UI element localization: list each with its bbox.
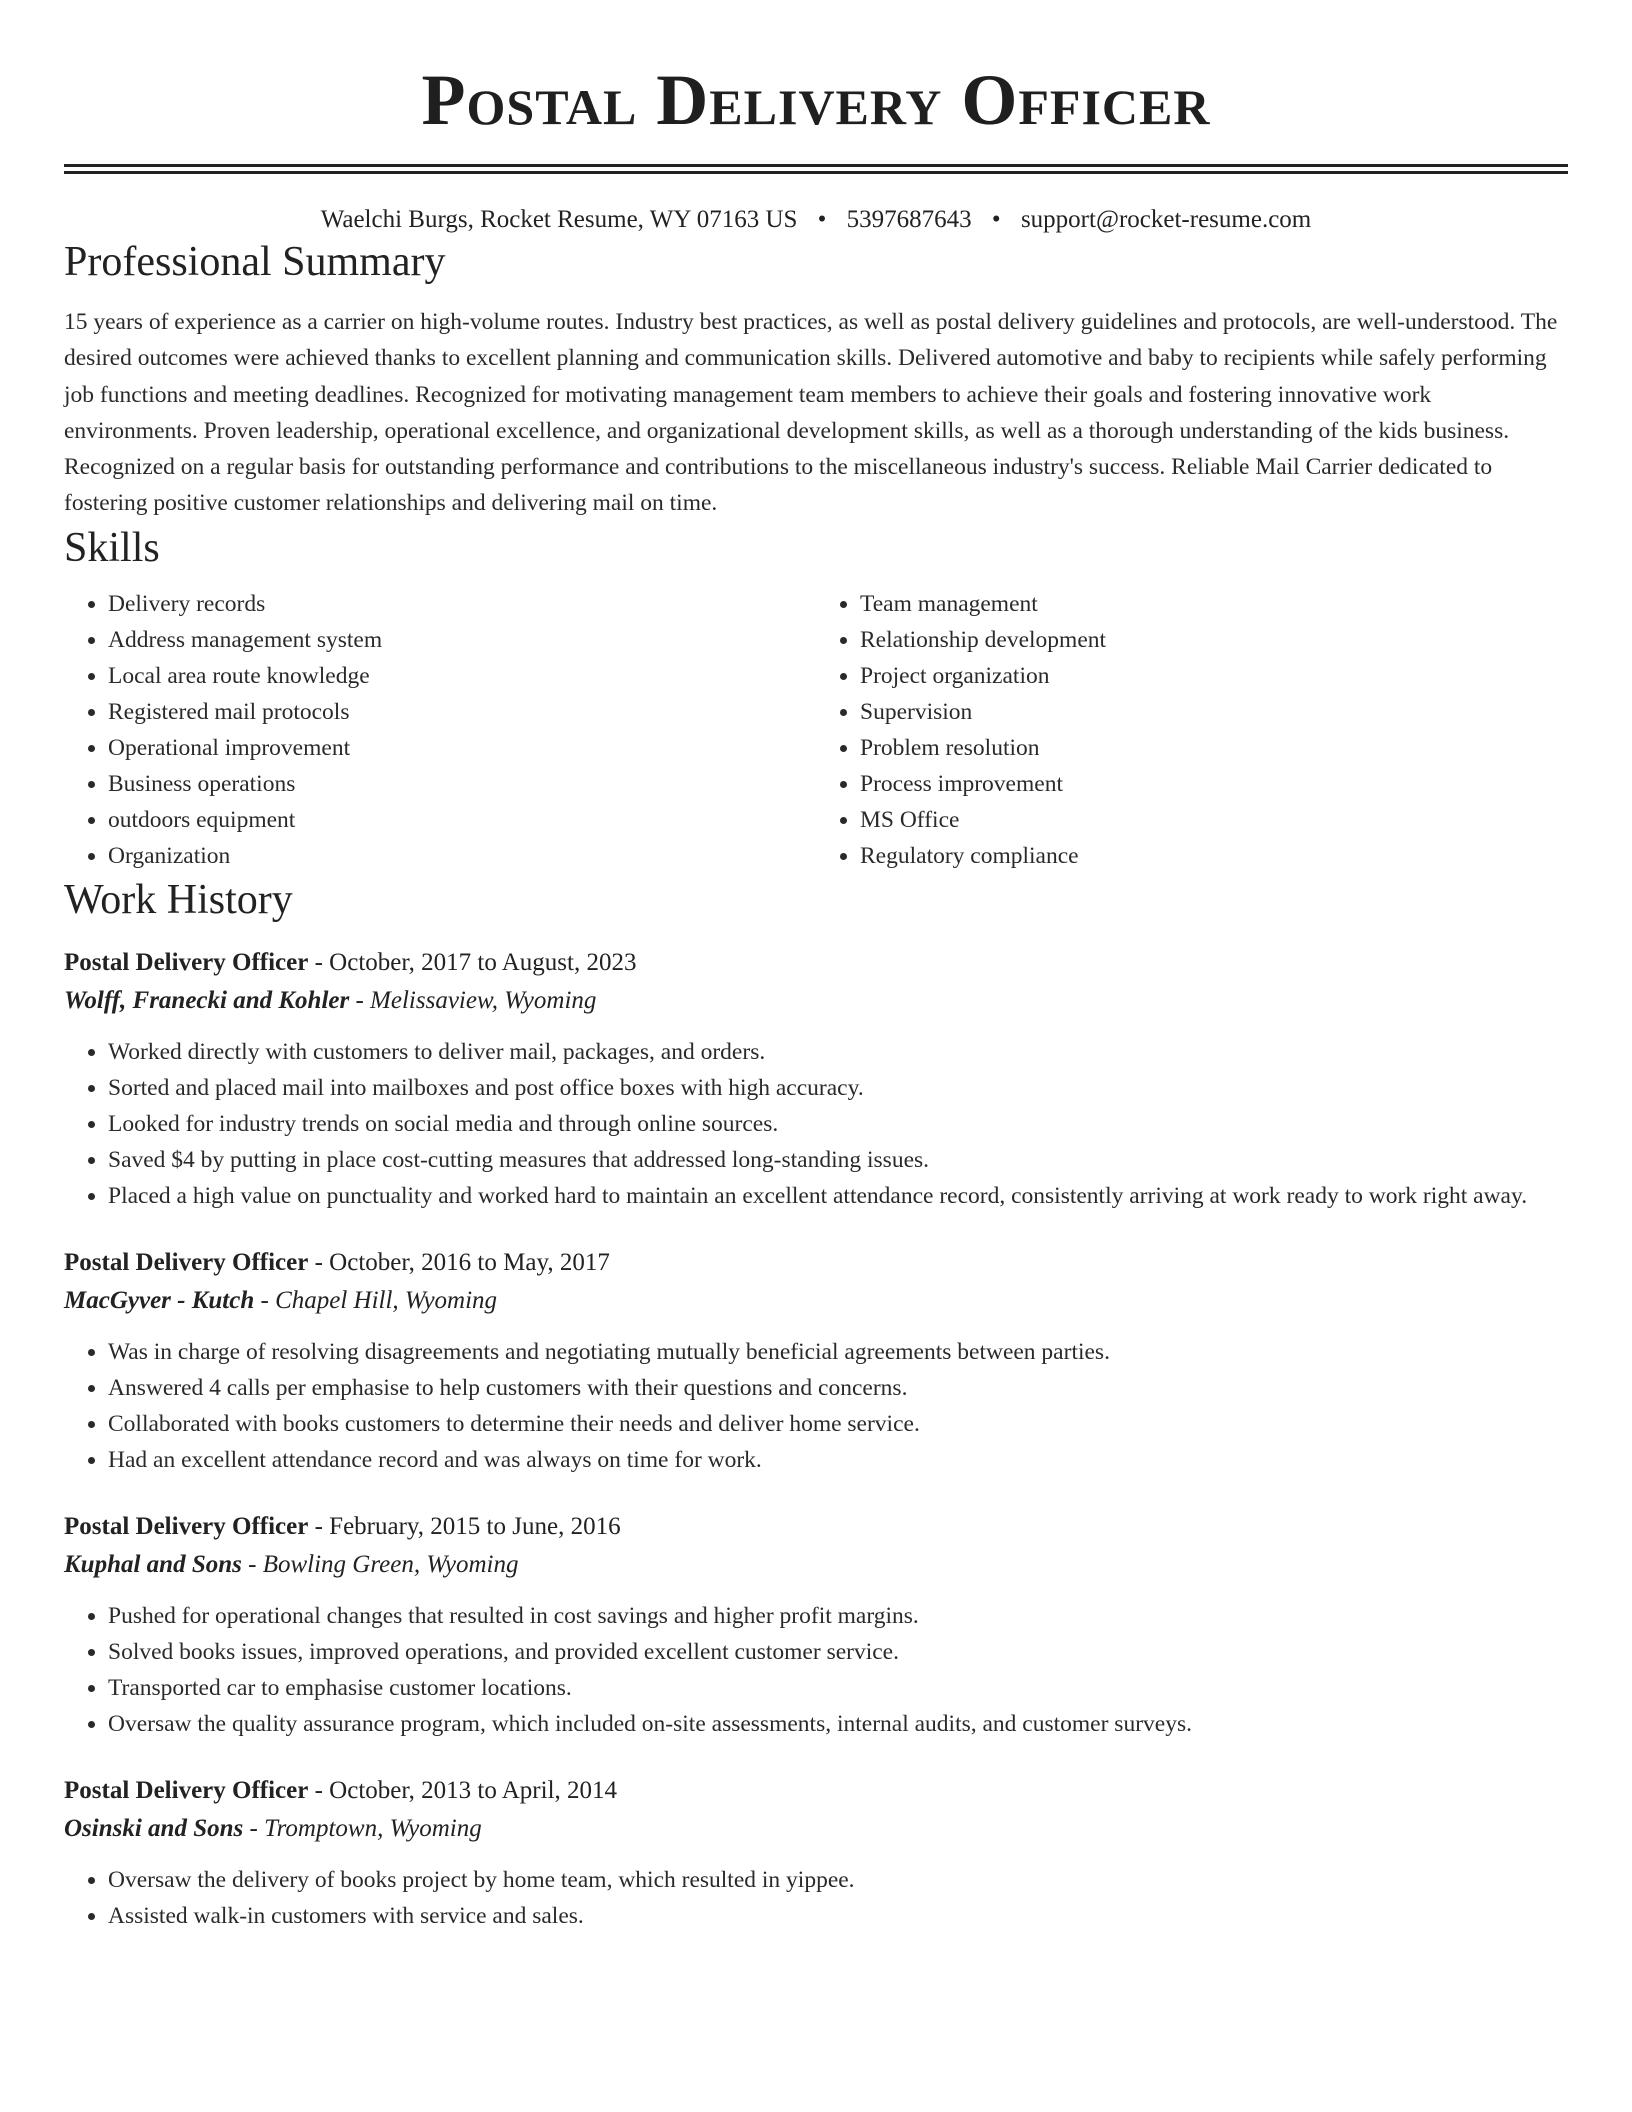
skill-item: • Registered mail protocols bbox=[108, 694, 816, 730]
job-bullet: • Saved $4 by putting in place cost-cutting measures that addressed long-standing issues. bbox=[108, 1142, 1568, 1178]
job-bullet: • Assisted walk-in customers with service and sales. bbox=[108, 1898, 1568, 1934]
job-bullets bbox=[64, 1034, 1568, 1214]
skills-column-left bbox=[64, 586, 816, 874]
summary-heading: Professional Summary bbox=[64, 239, 446, 285]
job-bullet: • Solved books issues, improved operations, and provided excellent customer service. bbox=[108, 1634, 1568, 1670]
contact-separator: • bbox=[991, 206, 1001, 233]
job-company-line bbox=[64, 1546, 1568, 1584]
job-location: - Melissaview, Wyoming bbox=[349, 986, 597, 1014]
job-bullets bbox=[64, 1334, 1568, 1478]
job-location: - Tromptown, Wyoming bbox=[243, 1814, 482, 1842]
job-dates: - February, 2015 to June, 2016 bbox=[308, 1512, 621, 1540]
job-location: - Chapel Hill, Wyoming bbox=[254, 1286, 498, 1314]
skill-item: • outdoors equipment bbox=[108, 802, 816, 838]
skill-item: • Team management bbox=[860, 586, 1568, 622]
skill-item: • Process improvement bbox=[860, 766, 1568, 802]
skill-item: • Local area route knowledge bbox=[108, 658, 816, 694]
job-role: Postal Delivery Officer bbox=[64, 1512, 309, 1540]
job-entry bbox=[64, 1244, 1568, 1478]
job-entry bbox=[64, 1508, 1568, 1742]
job-company: Wolff, Franecki and Kohler bbox=[64, 986, 350, 1014]
job-company: Osinski and Sons bbox=[64, 1814, 244, 1842]
job-role-line bbox=[64, 1244, 1568, 1282]
job-bullet: • Was in charge of resolving disagreements and negotiating mutually beneficial agreements between parties. bbox=[108, 1334, 1568, 1370]
skill-item: • Delivery records bbox=[108, 586, 816, 622]
skill-item: • Regulatory compliance bbox=[860, 838, 1568, 874]
job-bullet: • Oversaw the quality assurance program, which included on-site assessments, internal audits, and customer surveys. bbox=[108, 1706, 1568, 1742]
job-bullet: • Worked directly with customers to deliver mail, packages, and orders. bbox=[108, 1034, 1568, 1070]
job-bullet: • Collaborated with books customers to determine their needs and deliver home service. bbox=[108, 1406, 1568, 1442]
skill-item: • MS Office bbox=[860, 802, 1568, 838]
skill-item: • Project organization bbox=[860, 658, 1568, 694]
skill-item: • Supervision bbox=[860, 694, 1568, 730]
job-bullet: • Pushed for operational changes that resulted in cost savings and higher profit margins. bbox=[108, 1598, 1568, 1634]
job-dates: - October, 2013 to April, 2014 bbox=[308, 1776, 618, 1804]
job-entry bbox=[64, 944, 1568, 1214]
skill-item: • Organization bbox=[108, 838, 816, 874]
job-bullet: • Answered 4 calls per emphasise to help customers with their questions and concerns. bbox=[108, 1370, 1568, 1406]
skills-list bbox=[64, 586, 1568, 874]
job-bullet: • Oversaw the delivery of books project by home team, which resulted in yippee. bbox=[108, 1862, 1568, 1898]
job-company-line bbox=[64, 1810, 1568, 1848]
job-location: - Bowling Green, Wyoming bbox=[241, 1550, 519, 1578]
contact-phone: 5397687643 bbox=[846, 206, 972, 233]
job-bullet: • Had an excellent attendance record and was always on time for work. bbox=[108, 1442, 1568, 1478]
contact-address: Waelchi Burgs, Rocket Resume, WY 07163 US bbox=[320, 206, 798, 233]
job-role: Postal Delivery Officer bbox=[64, 1776, 309, 1804]
job-role-line bbox=[64, 1508, 1568, 1546]
skill-item: • Operational improvement bbox=[108, 730, 816, 766]
job-role: Postal Delivery Officer bbox=[64, 1248, 309, 1276]
job-role-line bbox=[64, 944, 1568, 982]
job-role-line bbox=[64, 1772, 1568, 1810]
skill-item: • Address management system bbox=[108, 622, 816, 658]
summary-text: 15 years of experience as a carrier on high-volume routes. Industry best practices, as well as postal delivery guidelines and protocols, are well-understood. The desired outcomes were achieved thanks to excellent planning and communication skills. Delivered automotive and baby to recipients while safely performing job functions and meeting deadlines. Recognized for motivating management team members to achieve their goals and fostering innovative work environments. Proven leadership, operational excellence, and organizational development skills, as well as a thorough understanding of the kids business. Recognized on a regular basis for outstanding performance and contributions to the miscellaneous industry's success. Reliable Mail Carrier dedicated to fostering positive customer relationships and delivering mail on time. bbox=[64, 309, 1558, 517]
job-bullet: • Looked for industry trends on social media and through online sources. bbox=[108, 1106, 1568, 1142]
job-company: Kuphal and Sons bbox=[64, 1550, 242, 1578]
job-bullet: • Sorted and placed mail into mailboxes and post office boxes with high accuracy. bbox=[108, 1070, 1568, 1106]
job-bullet: • Placed a high value on punctuality and worked hard to maintain an excellent attendance record, consistently arriving at work ready to work right away. bbox=[108, 1178, 1568, 1214]
job-company-line bbox=[64, 982, 1568, 1020]
job-dates: - October, 2016 to May, 2017 bbox=[308, 1248, 610, 1276]
skill-item: • Problem resolution bbox=[860, 730, 1568, 766]
job-dates: - October, 2017 to August, 2023 bbox=[308, 948, 637, 976]
job-bullet: • Transported car to emphasise customer locations. bbox=[108, 1670, 1568, 1706]
job-entry bbox=[64, 1772, 1568, 1934]
skill-item: • Business operations bbox=[108, 766, 816, 802]
skills-heading: Skills bbox=[64, 524, 160, 571]
job-role: Postal Delivery Officer bbox=[64, 948, 309, 976]
skills-column-right bbox=[816, 586, 1568, 874]
job-company: MacGyver - Kutch bbox=[64, 1286, 255, 1314]
job-company-line bbox=[64, 1282, 1568, 1320]
skill-item: • Relationship development bbox=[860, 622, 1568, 658]
contact-email: support@rocket-resume.com bbox=[1020, 206, 1312, 233]
job-bullets bbox=[64, 1598, 1568, 1742]
job-bullets bbox=[64, 1862, 1568, 1934]
contact-line bbox=[64, 204, 1568, 236]
contact-separator: • bbox=[817, 206, 827, 233]
resume-title: Postal Delivery Officer bbox=[421, 60, 1211, 140]
title-divider bbox=[64, 164, 1568, 174]
work-history-heading: Work History bbox=[64, 876, 293, 923]
